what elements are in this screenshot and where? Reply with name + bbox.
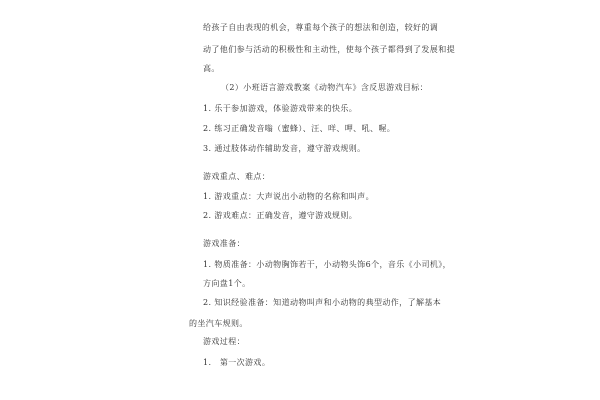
prep-heading: 游戏准备： — [203, 239, 245, 248]
prep-item-2-line-1: 2. 知识经验准备：知道动物叫声和小动物的典型动作，了解基本 — [203, 298, 442, 307]
prep-item-1-line-2: 方向盘1个。 — [203, 279, 251, 288]
intro-line-3: 高。 — [203, 64, 220, 73]
key-point-item-1: 1. 游戏重点：大声说出小动物的名称和叫声。 — [203, 192, 374, 201]
key-point-item-2: 2. 游戏难点：正确发音，遵守游戏规则。 — [203, 211, 358, 220]
goal-item-3: 3. 通过肢体动作辅助发音，遵守游戏规则。 — [203, 144, 366, 153]
key-points-heading: 游戏重点、难点： — [203, 172, 271, 181]
process-item-1: 1. 第一次游戏。 — [203, 358, 271, 367]
intro-line-1: 给孩子自由表现的机会，尊重每个孩子的想法和创造，较好的调 — [203, 23, 439, 32]
section-title: （2）小班语言游戏教案《动物汽车》含反思游戏目标： — [221, 83, 429, 92]
goal-item-2: 2. 练习正确发音嗡（蜜蜂）、汪、咩、呷、吼、喔。 — [203, 124, 396, 133]
intro-line-2: 动了他们参与活动的积极性和主动性，使每个孩子都得到了发展和提 — [203, 45, 455, 54]
prep-item-2-line-2: 的坐汽车规则。 — [189, 319, 248, 328]
goal-item-1: 1. 乐于参加游戏，体验游戏带来的快乐。 — [203, 104, 358, 113]
process-heading: 游戏过程： — [203, 337, 245, 346]
prep-item-1-line-1: 1. 物质准备：小动物胸饰若干，小动物头饰6个，音乐《小司机》， — [203, 260, 452, 269]
